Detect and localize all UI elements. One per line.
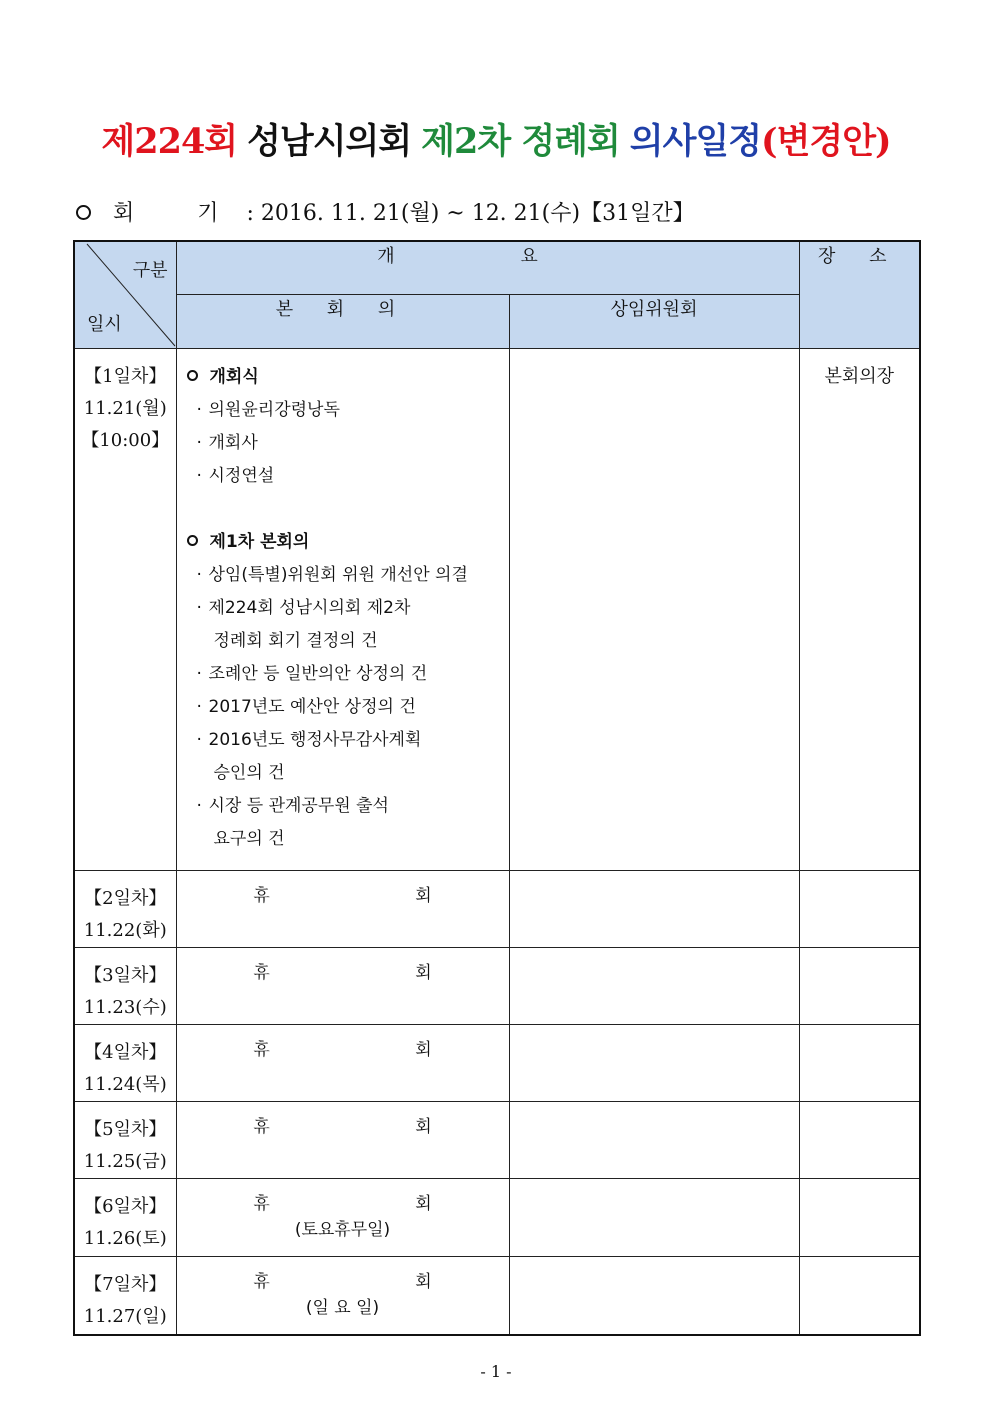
agenda-section-plenary: 제1차 본회의 [187,526,503,559]
title-meeting-type: 제2차 정례회 [421,121,620,162]
recess-cell: 휴 회 [176,948,509,1025]
table-row: 【5일차】 11.25(금) 휴 회 [74,1102,920,1179]
bullet-circle-icon [76,205,91,220]
recess-cell: 휴 회 (토요휴무일) [176,1179,509,1257]
table-row: 【3일차】 11.23(수) 휴 회 [74,948,920,1025]
table-row-day1 [74,349,920,871]
recess-cell: 휴 회 [176,871,509,948]
recess-cell: 휴 회 [176,1025,509,1102]
page-number: - 1 - [480,1362,512,1381]
list-item-continued: 승인의 건 [213,763,285,783]
header-committee: 상임위원회 [509,295,799,349]
table-row: 【7일차】 11.27(일) 휴 회 (일 요 일) [74,1257,920,1335]
list-item: · 2016년도 행정사무감사계획 [196,730,422,750]
title-session-number: 제224회 [101,121,238,162]
session-dates: : 2016. 11. 21(월) ~ 12. 21(수)【31일간】 [246,201,695,226]
day1-agenda [176,349,509,871]
list-item: · 제224회 성남시의회 제2차 [196,598,411,618]
list-item: · 시정연설 [196,466,275,486]
list-item-continued: 정례회 회기 결정의 건 [213,631,378,651]
bullet-circle-icon [187,370,198,381]
list-item: · 시장 등 관계공무원 출석 [196,796,389,816]
header-overview: 개 요 [176,241,799,295]
header-plenary: 본 회 의 [176,295,509,349]
list-item: · 의원윤리강령낭독 [196,400,340,420]
title-council-name: 성남시의회 [247,121,412,162]
session-period [76,196,695,227]
list-item-continued: 요구의 건 [213,829,285,849]
day1-date-cell: 【1일차】 11.21(월) 【10:00】 [74,349,176,871]
table-row: 【6일차】 11.26(토) 휴 회 (토요휴무일) [74,1179,920,1257]
agenda-section-opening: 개회식 [187,361,503,394]
table-row: 【4일차】 11.24(목) 휴 회 [74,1025,920,1102]
day1-place: 본회의장 [799,349,920,871]
bullet-circle-icon [187,535,198,546]
list-item: · 개회사 [196,433,258,453]
list-item: · 2017년도 예산안 상정의 건 [196,697,416,717]
header-diagonal-cell [74,241,176,349]
schedule-table [73,240,921,1336]
header-category: 구분 [132,260,168,281]
header-datetime: 일시 [87,314,122,335]
day1-committee-cell [509,349,799,871]
session-label: 회 기 [113,201,247,226]
table-row: 【2일차】 11.22(화) 휴 회 [74,871,920,948]
title-schedule: 의사일정 [629,121,762,162]
list-item: · 조례안 등 일반의안 상정의 건 [196,664,428,684]
recess-cell: 휴 회 [176,1102,509,1179]
list-item: · 상임(특별)위원회 위원 개선안 의결 [196,565,468,585]
title-revision-note: (변경안) [761,121,891,162]
recess-cell: 휴 회 (일 요 일) [176,1257,509,1335]
document-title [0,114,992,164]
header-place: 장 소 [799,241,920,349]
